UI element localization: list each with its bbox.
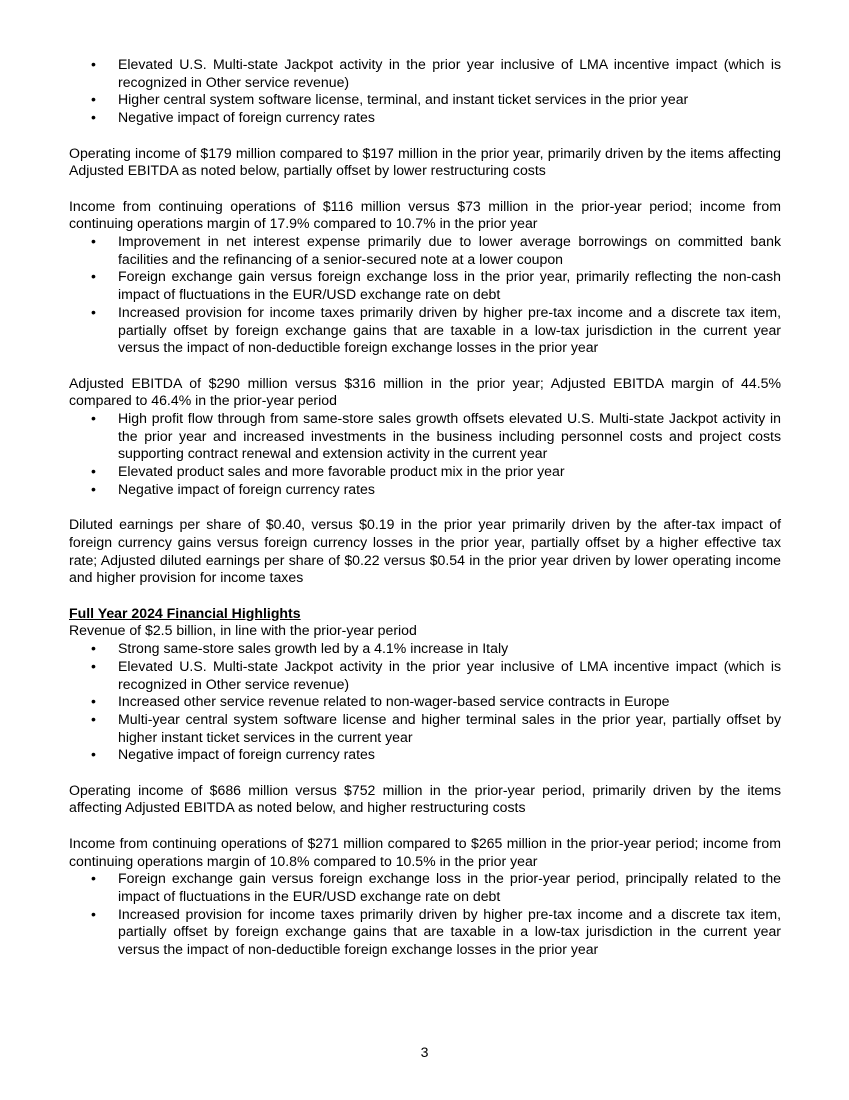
bullet-item	[69, 746, 781, 764]
bullet-text: Negative impact of foreign currency rates	[118, 746, 375, 763]
bullet-icon: •	[91, 905, 96, 922]
bullet-icon: •	[91, 640, 96, 657]
bullet-text: Higher central system software license, terminal, and instant ticket services in the prior year	[118, 91, 689, 108]
bullet-list	[69, 870, 781, 959]
bullet-item	[69, 410, 781, 463]
bullet-text: Foreign exchange gain versus foreign exchange loss in the prior year, primarily reflecting the non-cash impact of fluctuations in the EUR/USD exchange rate on debt	[118, 268, 781, 303]
bullet-text: Negative impact of foreign currency rates	[118, 480, 375, 497]
bullet-item	[69, 268, 781, 303]
bullet-text: Improvement in net interest expense primarily due to lower average borrowings on committed bank facilities and the refinancing of a senior-secured note at a lower coupon	[118, 233, 781, 267]
section-heading: Full Year 2024 Financial Highlights	[69, 604, 301, 621]
bullet-text: Foreign exchange gain versus foreign exchange loss in the prior-year period, principally related to the impact of fluctuations in the EUR/USD exchange rate on debt	[118, 870, 781, 904]
bullet-list	[69, 56, 781, 127]
paragraph: Revenue of $2.5 billion, in line with the prior-year period	[69, 622, 417, 639]
bullet-item	[69, 304, 781, 357]
bullet-icon: •	[91, 657, 96, 674]
bullet-item	[69, 463, 781, 481]
page-number: 3	[420, 1044, 429, 1060]
bullet-icon: •	[91, 233, 96, 249]
paragraph-spacer	[69, 357, 781, 375]
bullet-icon: •	[91, 56, 96, 72]
paragraph: Income from continuing operations of $271 million compared to $265 million in the prior-year period; income from continuing operations margin of 10.8% compared to 10.5% in the prior year	[69, 834, 781, 869]
bullet-item	[69, 693, 781, 711]
bullet-text: Increased provision for income taxes primarily driven by higher pre-tax income and a discrete tax item, partially offset by foreign exchange gains that are taxable in a low-tax jurisdiction in the current year versus the impact of non-deductible foreign exchange losses in the prior year	[118, 905, 781, 958]
bullet-icon: •	[91, 480, 96, 497]
bullet-icon: •	[91, 710, 96, 727]
bullet-icon: •	[91, 746, 96, 763]
bullet-list	[69, 233, 781, 357]
bullet-item	[69, 640, 781, 658]
bullet-item	[69, 109, 781, 127]
bullet-icon: •	[91, 91, 96, 108]
bullet-item	[69, 481, 781, 499]
paragraph-spacer	[69, 499, 781, 517]
bullet-text: Increased provision for income taxes primarily driven by higher pre-tax income and a discrete tax item, partially offset by foreign exchange gains that are taxable in a low-tax jurisdiction in the current year versus the impact of non-deductible foreign exchange losses in the prior year	[118, 303, 781, 356]
bullet-icon: •	[91, 109, 96, 126]
bullet-text: High profit flow through from same-store sales growth offsets elevated U.S. Multi-state Jackpot activity in the prior year and increased investments in the business including personnel costs and project costs supporting contract renewal and extension activity in the current year	[118, 410, 781, 462]
paragraph-spacer	[69, 587, 781, 605]
bullet-item	[69, 906, 781, 959]
paragraph-spacer	[69, 127, 781, 145]
bullet-icon: •	[91, 693, 96, 710]
paragraph-spacer	[69, 817, 781, 835]
bullet-item	[69, 56, 781, 91]
bullet-list	[69, 410, 781, 499]
bullet-text: Elevated U.S. Multi-state Jackpot activity in the prior year inclusive of LMA incentive impact (which is recognized in Other service revenue)	[118, 657, 781, 692]
bullet-icon: •	[91, 463, 96, 480]
bullet-text: Negative impact of foreign currency rates	[118, 109, 375, 126]
bullet-icon: •	[91, 410, 96, 427]
bullet-text: Elevated product sales and more favorable product mix in the prior year	[118, 463, 565, 480]
bullet-item	[69, 91, 781, 109]
paragraph: Diluted earnings per share of $0.40, versus $0.19 in the prior year primarily driven by the after-tax impact of foreign currency gains versus foreign currency losses in the prior year, partially offset by a higher effective tax rate; Adjusted diluted earnings per share of $0.22 versus $0.54 in the prior year driven by lower operating income and higher provision for income taxes	[69, 516, 781, 586]
bullet-icon: •	[91, 870, 96, 887]
bullet-text: Elevated U.S. Multi-state Jackpot activity in the prior year inclusive of LMA incentive impact (which is recognized in Other service revenue)	[118, 56, 781, 90]
bullet-item	[69, 658, 781, 693]
bullet-list	[69, 640, 781, 764]
paragraph-spacer	[69, 180, 781, 198]
paragraph: Income from continuing operations of $116 million versus $73 million in the prior-year period; income from continuing operations margin of 17.9% compared to 10.7% in the prior year	[69, 197, 781, 232]
bullet-icon: •	[91, 268, 96, 285]
paragraph: Operating income of $686 million versus $752 million in the prior-year period, primarily driven by the items affecting Adjusted EBITDA as noted below, and higher restructuring costs	[69, 781, 781, 816]
paragraph-spacer	[69, 764, 781, 782]
bullet-item	[69, 870, 781, 905]
bullet-item	[69, 711, 781, 746]
bullet-text: Multi-year central system software license and higher terminal sales in the prior year, partially offset by higher instant ticket services in the current year	[118, 710, 781, 745]
bullet-icon: •	[91, 303, 96, 320]
paragraph: Operating income of $179 million compared to $197 million in the prior year, primarily driven by the items affecting Adjusted EBITDA as noted below, partially offset by lower restructuring costs	[69, 144, 781, 179]
bullet-text: Strong same-store sales growth led by a 4.1% increase in Italy	[118, 640, 509, 657]
bullet-text: Increased other service revenue related to non-wager-based service contracts in Europe	[118, 693, 670, 710]
page-content	[69, 56, 781, 959]
bullet-item	[69, 233, 781, 268]
paragraph: Adjusted EBITDA of $290 million versus $316 million in the prior year; Adjusted EBITDA margin of 44.5% compared to 46.4% in the prior-year period	[69, 374, 781, 409]
